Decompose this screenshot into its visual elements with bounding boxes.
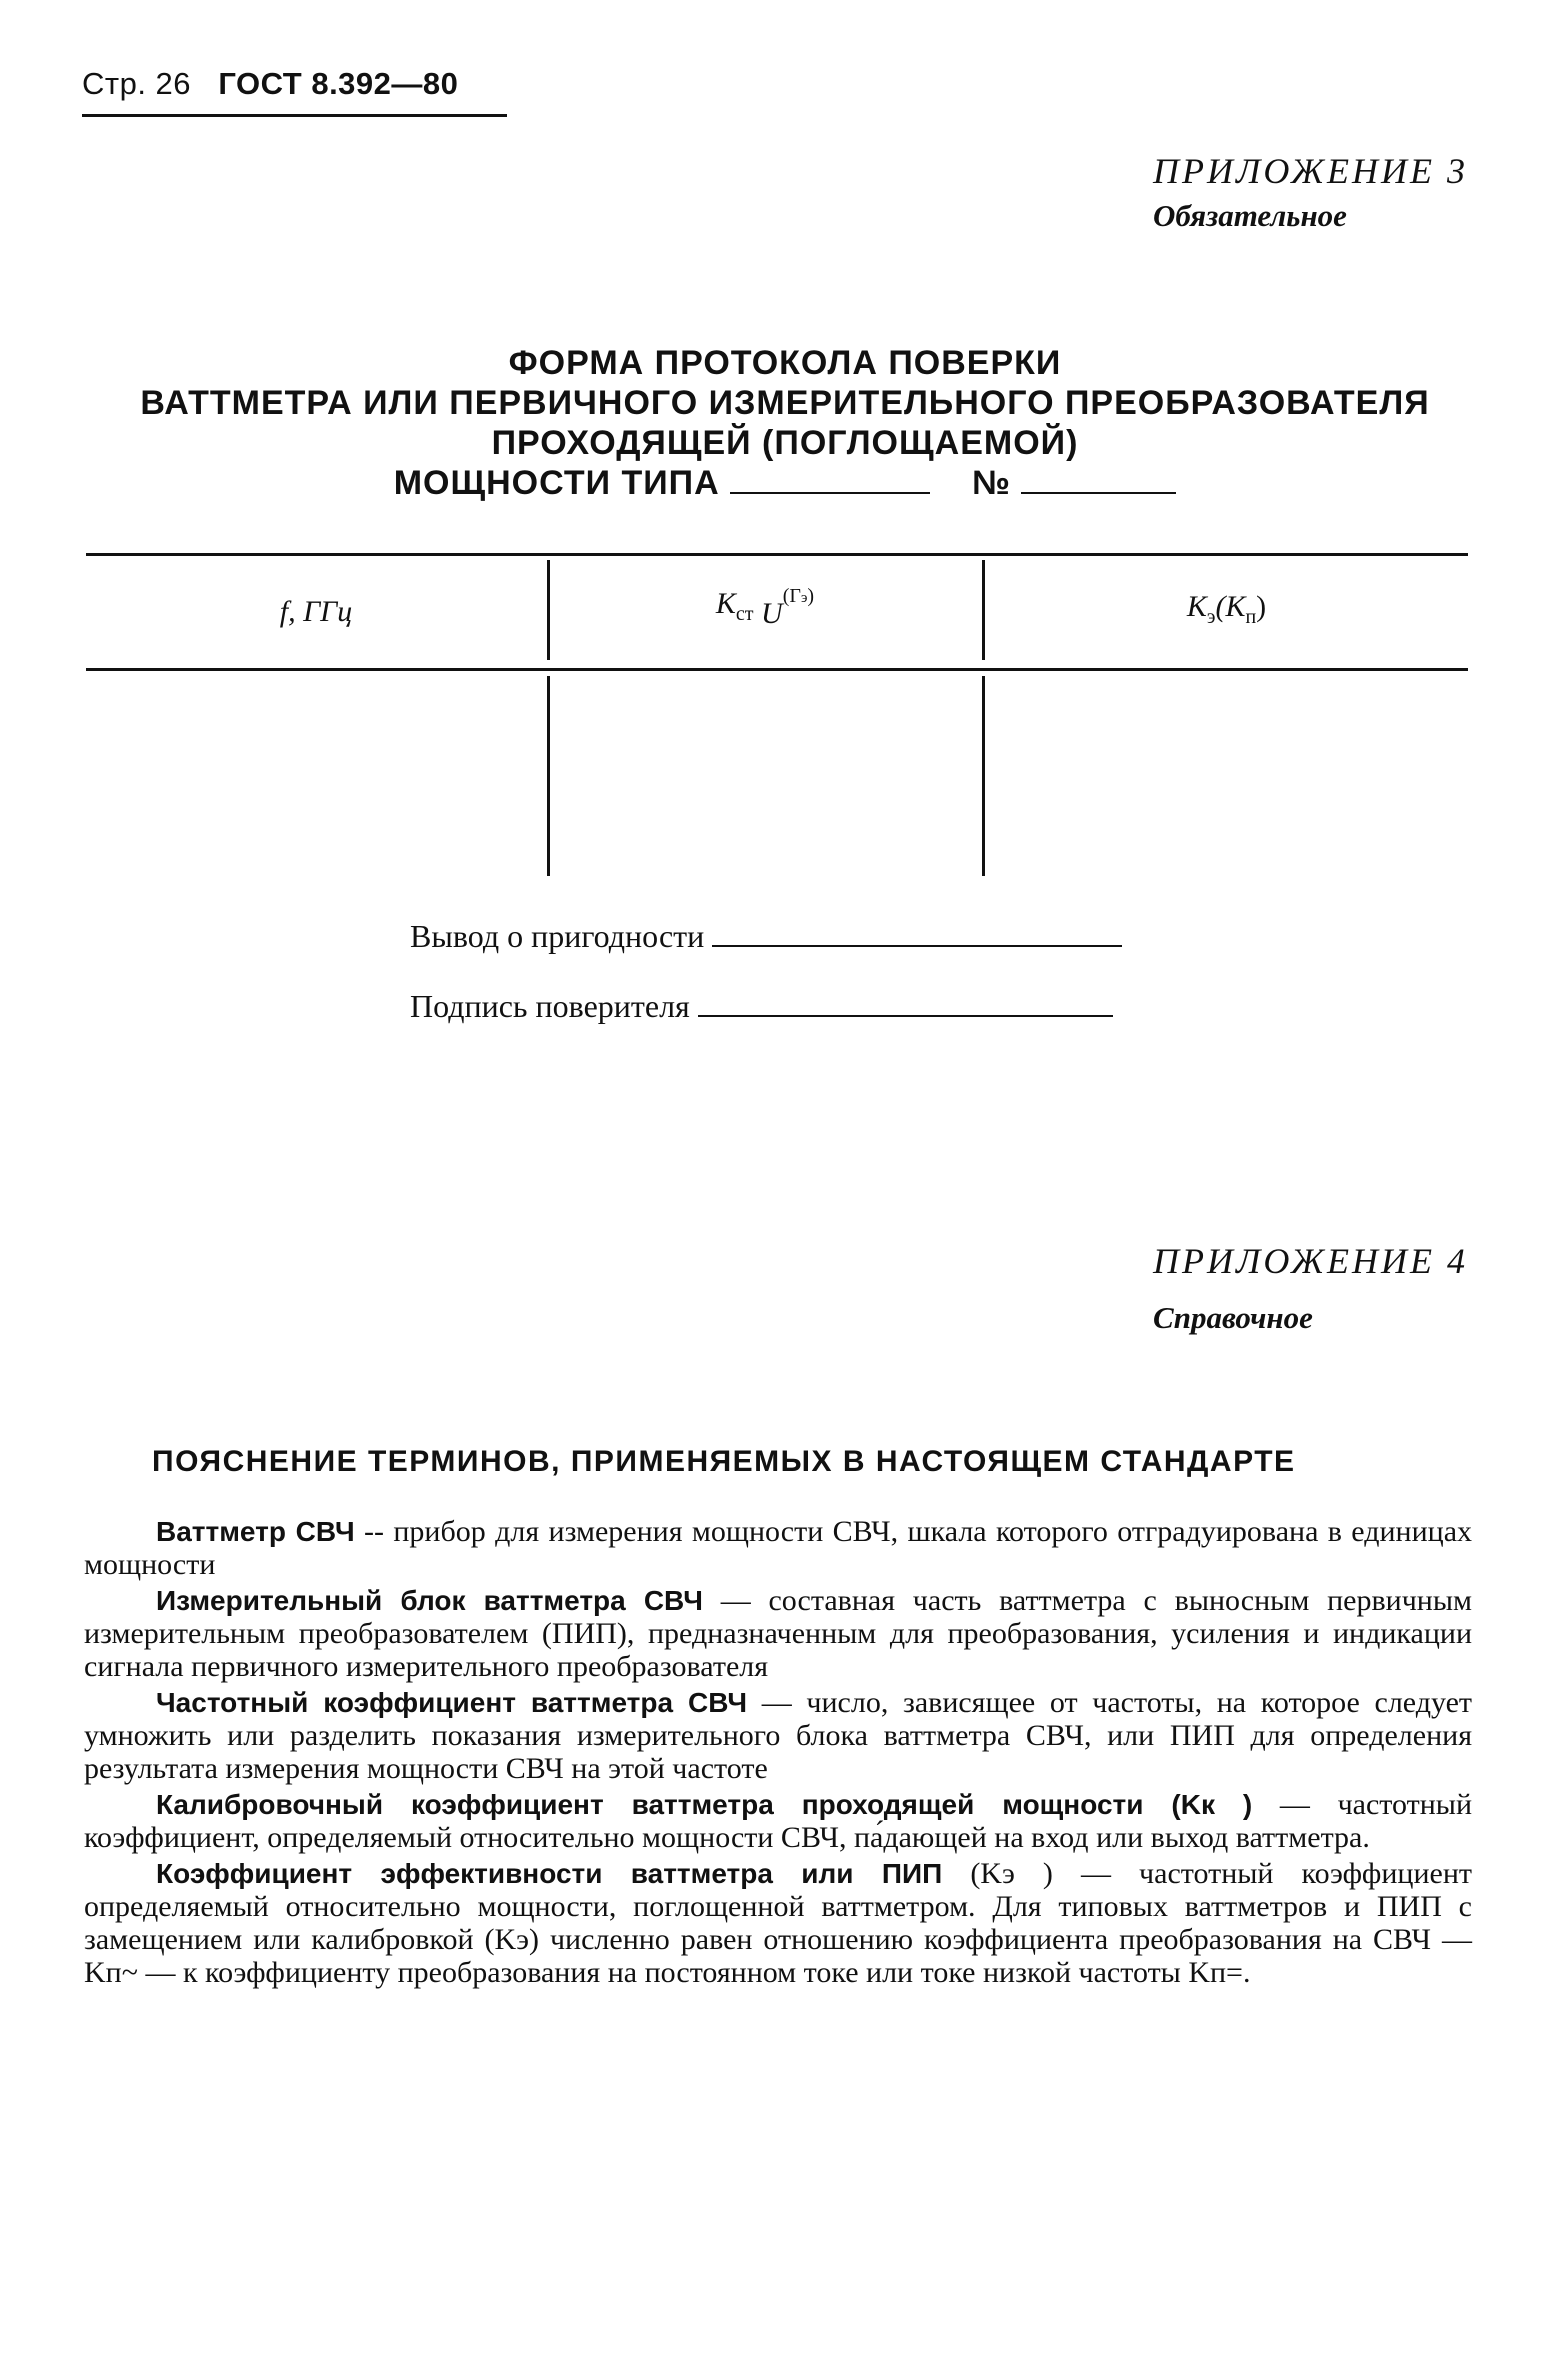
appendix4-title: ПРИЛОЖЕНИЕ 4 (1153, 1241, 1468, 1281)
appendix3-status: Обязательное (1153, 198, 1347, 233)
term-item: Коэффициент эффективности ваттметра или ПИП (Kэ ) — частотный коэффициент определяемый относительно мощности, поглощенной ваттметром. Для типовых ваттметров и ПИП с замещением или калибровкой (Kэ) численно равен отношению коэффициента преобразования на СВЧ — Kп~ — к коэффициенту преобразования на постоянном токе или токе низкой частоты Kп=. (84, 1857, 1473, 1989)
terms-title: ПОЯСНЕНИЕ ТЕРМИНОВ, ПРИМЕНЯЕМЫХ В НАСТОЯЩЕМ СТАНДАРТЕ (152, 1445, 1296, 1478)
signature-label: Подпись поверителя (410, 988, 690, 1024)
table-top-rule (86, 553, 1468, 556)
table-divider-2-body (982, 676, 985, 876)
appendix4-status: Справочное (1153, 1300, 1313, 1335)
term-item: Калибровочный коэффициент ваттметра проходящей мощности (Kк ) — частотный коэффициент, определяемый относительно мощности СВЧ, па́дающей на вход или выход ваттметра. (84, 1788, 1472, 1854)
table-divider-1-body (547, 676, 550, 876)
column-header-ke: $K_э(K_п)$ (1186, 590, 1267, 628)
form-title-line1: ФОРМА ПРОТОКОЛА ПОВЕРКИ (508, 344, 1062, 382)
signature-line[interactable] (698, 1014, 1113, 1017)
table-header-rule (86, 668, 1468, 671)
type-blank (730, 492, 930, 494)
conclusion-field (410, 918, 1122, 955)
appendix3-heading (1153, 150, 1468, 234)
form-title-line2: ВАТТМЕТРА ИЛИ ПЕРВИЧНОГО ИЗМЕРИТЕЛЬНОГО ПРЕОБРАЗОВАТЕЛЯ (140, 384, 1430, 422)
appendix4-heading (1153, 1240, 1468, 1336)
terms-list (84, 1515, 1472, 1992)
form-title-type-label: МОЩНОСТИ ТИПА (393, 464, 720, 502)
standard-code: ГОСТ 8.392—80 (218, 66, 459, 101)
column-header-kst: $K_{ст}$ $U^{(Гэ)}$ (715, 585, 815, 630)
page-header (82, 66, 458, 102)
term-item: Ваттметр СВЧ -- прибор для измерения мощности СВЧ, шкала которого отградуирована в единицах мощности (84, 1515, 1473, 1581)
term-item: Измерительный блок ваттметра СВЧ — составная часть ваттметра с выносным первичным измерительным преобразователем (ПИП), предназначенным для преобразования, усиления и индикации сигнала первичного измерительного преобразователя (84, 1584, 1473, 1683)
number-blank (1021, 492, 1176, 494)
form-title-line3: ПРОХОДЯЩЕЙ (ПОГЛОЩАЕМОЙ) (491, 424, 1079, 462)
header-rule (82, 114, 507, 117)
form-title (90, 343, 1480, 503)
signature-field (410, 988, 1113, 1025)
conclusion-label: Вывод о пригодности (410, 918, 705, 954)
appendix3-title: ПРИЛОЖЕНИЕ 3 (1153, 151, 1468, 191)
page-label: Стр. 26 (82, 66, 192, 101)
form-title-line4 (90, 463, 1480, 503)
conclusion-line[interactable] (712, 944, 1122, 947)
term-item: Частотный коэффициент ваттметра СВЧ — число, зависящее от частоты, на которое следует умножить или разделить показания измерительного блока ваттметра СВЧ, или ПИП для определения результата измерения мощности СВЧ на этой частоте (84, 1686, 1473, 1785)
number-sign: № (971, 464, 1011, 502)
column-header-frequency: f, ГГц (279, 595, 353, 628)
